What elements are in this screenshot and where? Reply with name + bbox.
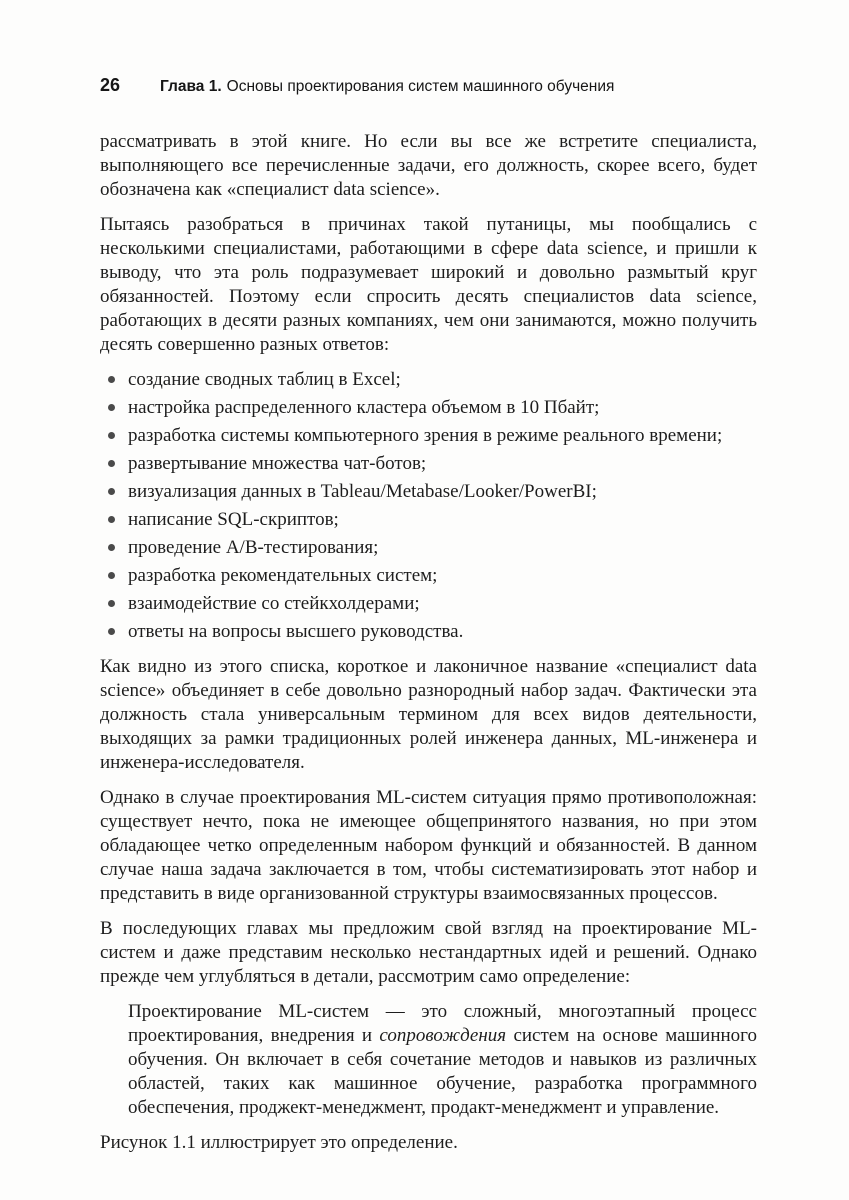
- definition-text-start: Проектирование ML-систем — это сложный, многоэтапный процесс проектирования, внедрения и: [128, 1001, 757, 1046]
- list-item: [100, 508, 757, 532]
- list-item-text: развертывание множества чат-ботов;: [128, 453, 427, 474]
- list-item: [100, 564, 757, 588]
- list-item-text: разработка системы компьютерного зрения в режиме реального времени;: [128, 425, 723, 446]
- paragraph-umbrella-term: Как видно из этого списка, короткое и лаконичное название «специалист data science» объединяет в себе довольно разнородный набор задач. Фактически эта должность стала универсальным термином для всех видов деятельности, выходящих за рамки традиционных ролей инженера данных, ML-инженера и инженера-исследователя.: [100, 656, 757, 773]
- bullet-icon: [108, 628, 115, 635]
- bullet-icon: [108, 572, 115, 579]
- list-item: [100, 368, 757, 392]
- bullet-icon: [108, 488, 115, 495]
- bullet-icon: [108, 404, 115, 411]
- list-item: [100, 396, 757, 420]
- paragraph-figure-reference: Рисунок 1.1 иллюстрирует это определение.: [100, 1132, 458, 1153]
- bullet-icon: [108, 544, 115, 551]
- definition-text-end: систем на основе машинного обучения. Он включает в себя сочетание методов и навыков из различных областей, таких как машинное обучение, разработка программного обеспечения, проджект-менеджмент, продакт-менеджмент и управление.: [128, 1025, 757, 1118]
- chapter-title: Основы проектирования систем машинного обучения: [226, 78, 615, 95]
- list-item-text: разработка рекомендательных систем;: [128, 565, 438, 586]
- list-item-text: взаимодействие со стейкхолдерами;: [128, 593, 420, 614]
- paragraph-intro: рассматривать в этой книге. Но если вы все же встретите специалиста, выполняющего все перечисленные задачи, его должность, скорее всего, будет обозначена как «специалист data science».: [100, 131, 757, 200]
- list-item: [100, 536, 757, 560]
- list-item: [100, 480, 757, 504]
- paragraph-ml-systems-contrast: Однако в случае проектирования ML-систем ситуация прямо противоположная: существует нечто, пока не имеющее общепринятого названия, но при этом обладающее четко определенным набором функций и обязанностей. В данном случае наша задача заключается в том, чтобы систематизировать этот набор и представить в виде организованной структуры взаимосвязанных процессов.: [100, 787, 757, 904]
- list-item-text: создание сводных таблиц в Excel;: [128, 369, 401, 390]
- list-item-text: проведение A/B-тестирования;: [128, 537, 379, 558]
- bullet-icon: [108, 432, 115, 439]
- chapter-label: Глава 1.: [160, 78, 222, 95]
- list-item-text: написание SQL-скриптов;: [128, 509, 339, 530]
- list-item: [100, 424, 757, 448]
- list-item-text: визуализация данных в Tableau/Metabase/Looker/PowerBI;: [128, 481, 597, 502]
- definition-block: [100, 1000, 757, 1120]
- page-body: [100, 130, 757, 1155]
- paragraph-confusion: Пытаясь разобраться в причинах такой путаницы, мы пообщались с несколькими специалистами, работающими в сфере data science, и пришли к выводу, что эта роль подразумевает широкий и довольно размытый круг обязанностей. Поэтому если спросить десять специалистов data science, работающих в десяти разных компаниях, чем они занимаются, можно получить десять совершенно разных ответов:: [100, 214, 757, 355]
- list-item-text: ответы на вопросы высшего руководства.: [128, 621, 464, 642]
- bullet-icon: [108, 516, 115, 523]
- list-item: [100, 592, 757, 616]
- running-head: [100, 75, 757, 96]
- list-item-text: настройка распределенного кластера объемом в 10 Пбайт;: [128, 397, 600, 418]
- bullet-icon: [108, 376, 115, 383]
- bullet-icon: [108, 600, 115, 607]
- definition-italic-term: сопровождения: [379, 1025, 507, 1046]
- page-number: 26: [100, 75, 121, 95]
- list-item: [100, 620, 757, 644]
- list-item: [100, 452, 757, 476]
- ds-task-list: [100, 368, 757, 644]
- bullet-icon: [108, 460, 115, 467]
- paragraph-next-chapters: В последующих главах мы предложим свой взгляд на проектирование ML-систем и даже представим несколько нестандартных идей и решений. Однако прежде чем углубляться в детали, рассмотрим само определение:: [100, 918, 757, 987]
